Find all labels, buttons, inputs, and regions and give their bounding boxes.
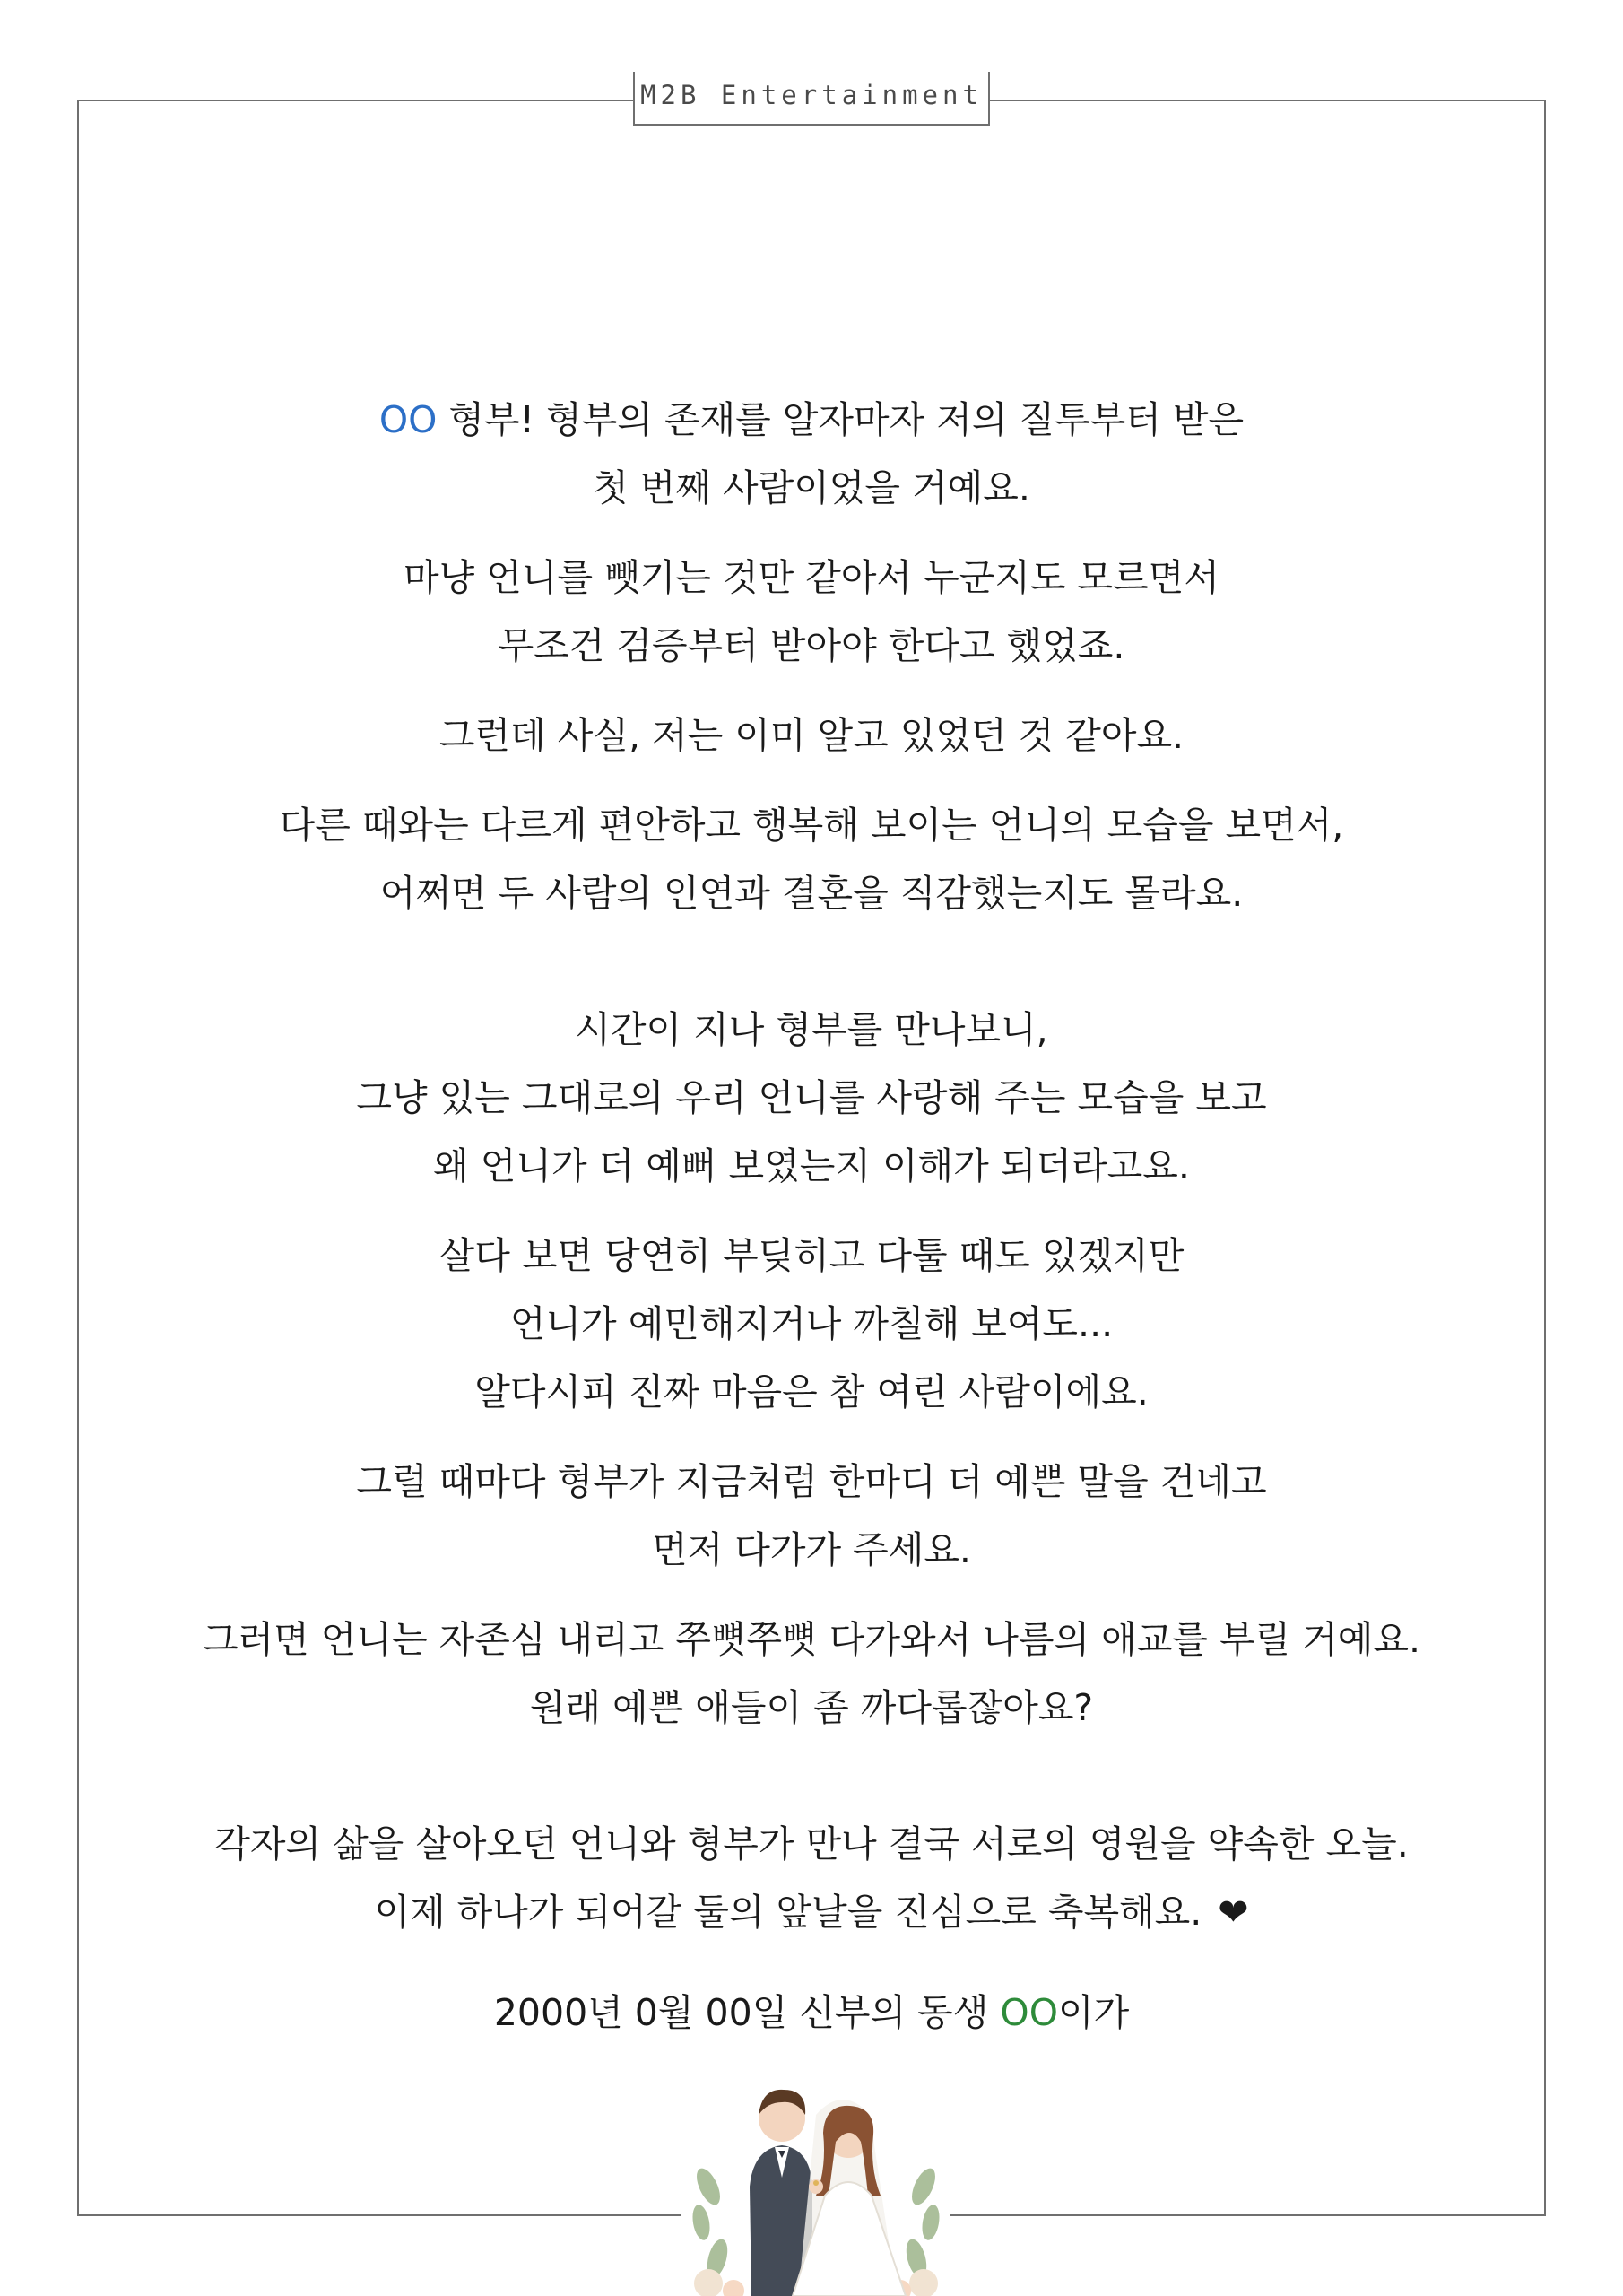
- paragraph-1: [99, 386, 1524, 522]
- paragraph-3: [99, 701, 1524, 770]
- paragraph-1-line-2: 첫 번째 사람이었을 거예요.: [593, 466, 1030, 509]
- paragraph-8-line-1: 그러면 언니는 자존심 내리고 쭈뼛쭈뼛 다가와서 나름의 애교를 부릴 거예요.: [202, 1618, 1421, 1661]
- paragraph-3-line-1: 그런데 사실, 저는 이미 알고 있었던 것 같아요.: [438, 714, 1185, 757]
- paragraph-1-line-1-text: 형부! 형부의 존재를 알자마자 저의 질투부터 받은: [437, 398, 1245, 441]
- paragraph-6-line-2: 언니가 예민해지거나 까칠해 보여도...: [509, 1302, 1114, 1345]
- signature-suffix: 이가: [1057, 1991, 1130, 2034]
- signature-date-text: 2000년 0월 00일 신부의 동생: [493, 1991, 1001, 2034]
- paragraph-7-line-1: 그럴 때마다 형부가 지금처럼 한마디 더 예쁜 말을 건네고: [356, 1460, 1267, 1503]
- paragraph-9-line-2: [99, 1878, 1524, 1946]
- paragraph-9-line-1: 각자의 삶을 살아오던 언니와 형부가 만나 결국 서로의 영원을 약속한 오늘.: [214, 1822, 1409, 1866]
- paragraph-5-line-3: 왜 언니가 더 예뻐 보였는지 이해가 되더라고요.: [433, 1144, 1190, 1187]
- paragraph-9: [99, 1810, 1524, 1946]
- letter-body: [99, 386, 1524, 2068]
- paragraph-9-line-2-text: 이제 하나가 되어갈 둘의 앞날을 진심으로 축복해요.: [374, 1891, 1202, 1934]
- wedding-couple-illustration: [681, 2079, 950, 2296]
- paragraph-gap-2: [99, 1763, 1524, 1810]
- paragraph-8: [99, 1605, 1524, 1742]
- paragraph-4-line-2: 어쩌면 두 사람의 인연과 결혼을 직감했는지도 몰라요.: [379, 872, 1244, 915]
- paragraph-6-line-1: 살다 보면 당연히 부딪히고 다툴 때도 있겠지만: [438, 1234, 1185, 1277]
- paragraph-2-line-2: 무조건 검증부터 받아야 한다고 했었죠.: [498, 624, 1125, 667]
- paragraph-6: [99, 1222, 1524, 1426]
- paragraph-2-line-1: 마냥 언니를 뺏기는 것만 같아서 누군지도 모르면서: [404, 556, 1219, 599]
- heart-icon: ❤: [1218, 1891, 1249, 1934]
- paragraph-4: [99, 791, 1524, 927]
- paragraph-5: [99, 996, 1524, 1200]
- paragraph-5-line-2: 그냥 있는 그대로의 우리 언니를 사랑해 주는 모습을 보고: [356, 1076, 1267, 1119]
- paragraph-7-line-2: 먼저 다가가 주세요.: [652, 1528, 971, 1571]
- brother-in-law-name: OO: [378, 398, 438, 441]
- paragraph-8-line-2: 원래 예쁜 애들이 좀 까다롭잖아요?: [529, 1686, 1094, 1729]
- signature: [99, 1979, 1524, 2047]
- sister-name: OO: [1000, 1991, 1058, 2034]
- brand-label: M2B Entertainment: [640, 80, 983, 110]
- paragraph-7: [99, 1448, 1524, 1584]
- paragraph-4-line-1: 다른 때와는 다르게 편안하고 행복해 보이는 언니의 모습을 보면서,: [279, 804, 1344, 847]
- paragraph-1-line-1: [99, 386, 1524, 454]
- signature-line: [99, 1979, 1524, 2047]
- paragraph-2: [99, 544, 1524, 680]
- paragraph-6-line-3: 알다시피 진짜 마음은 참 여린 사람이에요.: [474, 1370, 1149, 1413]
- paragraph-5-line-1: 시간이 지나 형부를 만나보니,: [575, 1008, 1048, 1051]
- paragraph-gap: [99, 949, 1524, 996]
